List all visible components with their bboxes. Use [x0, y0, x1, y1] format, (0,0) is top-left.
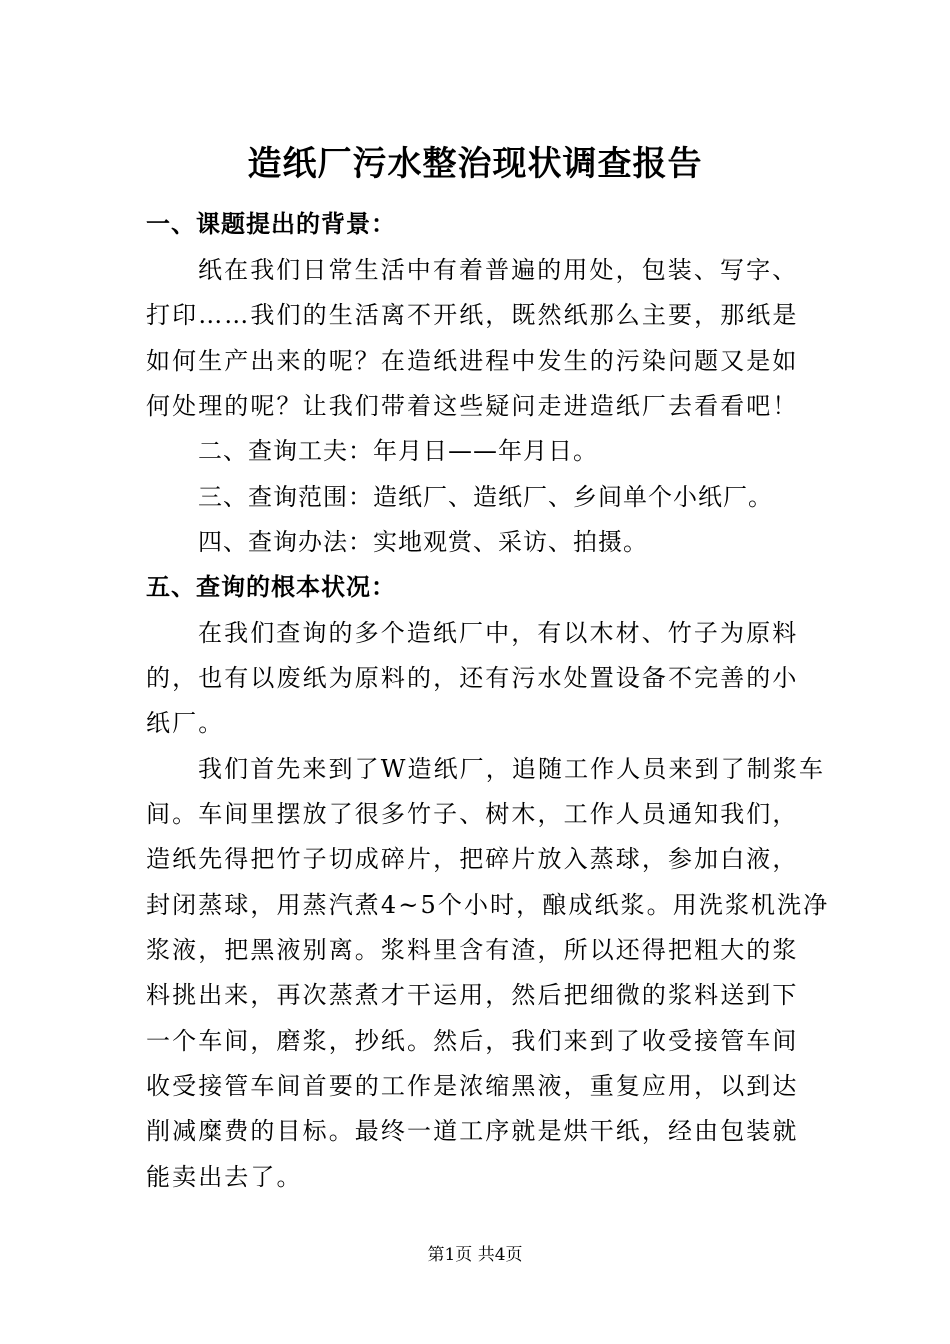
paragraph-line: 我们首先来到了W造纸厂，追随工作人员来到了制浆车 [198, 755, 826, 783]
paragraph-line: 能卖出去了。 [146, 1163, 303, 1191]
section-heading-background: 一、课题提出的背景： [146, 210, 396, 238]
survey-scope: 三、查询范围：造纸厂、造纸厂、乡间单个小纸厂。 [198, 483, 773, 511]
paragraph-line: 封闭蒸球，用蒸汽煮4~5个小时，酿成纸浆。用洗浆机洗净 [146, 891, 830, 919]
paragraph-line: 削减糜费的目标。最终一道工序就是烘干纸，经由包装就 [146, 1117, 799, 1145]
paragraph-line: 何处理的呢？让我们带着这些疑问走进造纸厂去看看吧！ [146, 392, 799, 420]
page-number-footer: 第1页 共4页 [427, 1245, 523, 1265]
section-heading-status: 五、查询的根本状况： [146, 573, 396, 601]
paragraph-line: 造纸先得把竹子切成碎片，把碎片放入蒸球，参加白液， [146, 845, 799, 873]
page-title: 造纸厂污水整治现状调查报告 [247, 144, 703, 184]
survey-time: 二、查询工夫：年月日——年月日。 [198, 437, 598, 465]
paragraph-line: 纸厂。 [146, 709, 225, 737]
paragraph-line: 收受接管车间首要的工作是浓缩黑液，重复应用，以到达 [146, 1072, 799, 1100]
paragraph-line: 在我们查询的多个造纸厂中，有以木材、竹子为原料 [198, 619, 799, 647]
paragraph-line: 的，也有以废纸为原料的，还有污水处置设备不完善的小 [146, 664, 799, 692]
paragraph-line: 纸在我们日常生活中有着普遍的用处，包装、写字、 [198, 256, 799, 284]
paragraph-line: 打印……我们的生活离不开纸，既然纸那么主要，那纸是 [146, 301, 799, 329]
paragraph-line: 一个车间，磨浆，抄纸。然后，我们来到了收受接管车间 [146, 1027, 799, 1055]
paragraph-line: 浆液，把黑液别离。浆料里含有渣，所以还得把粗大的浆 [146, 936, 799, 964]
paragraph-line: 间。车间里摆放了很多竹子、树木，工作人员通知我们， [146, 800, 799, 828]
paragraph-line: 如何生产出来的呢？在造纸进程中发生的污染问题又是如 [146, 347, 799, 375]
survey-method: 四、查询办法：实地观赏、采访、拍摄。 [198, 528, 648, 556]
paragraph-line: 料挑出来，再次蒸煮才干运用，然后把细微的浆料送到下 [146, 981, 799, 1009]
